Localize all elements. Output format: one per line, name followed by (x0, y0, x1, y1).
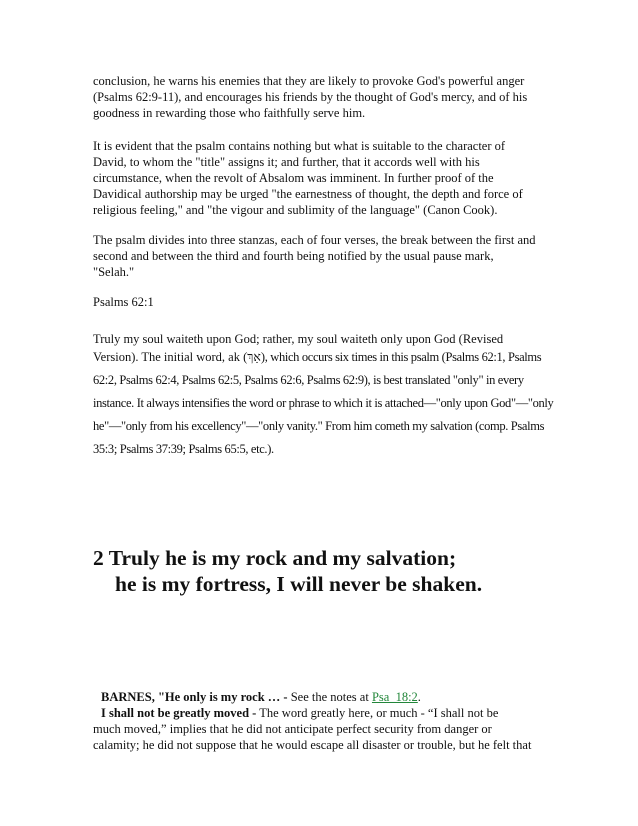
text-line (93, 349, 553, 365)
text-line: goodness in rewarding those who faithfully serve him. (93, 106, 366, 120)
text-line: much moved,” implies that he did not anticipate perfect security from danger or (93, 722, 492, 736)
text-segment: The word greatly here, or much - “I shall not be (256, 706, 499, 720)
text-line: It is evident that the psalm contains nothing but what is suitable to the character of (93, 139, 506, 153)
commentary-heading: BARNES, "He only is my rock … - (101, 690, 288, 704)
text-line: David, to whom the "title" assigns it; and further, that it accords well with his (93, 155, 480, 169)
hebrew-word: אַךְ (247, 349, 261, 364)
text-line: (Psalms 62:9-11), and encourages his friends by the thought of God's mercy, and of his (93, 90, 528, 104)
verse-heading (93, 545, 613, 597)
text-segment: ), which occurs six times in this psalm (Psalms 62:1, Psalms (260, 350, 542, 364)
text-line: Davidical authorship may be urged "the earnestness of thought, the depth and force of (93, 187, 523, 201)
text-line: "Selah." (93, 265, 135, 279)
text-line (93, 689, 563, 705)
verse-line: he is my fortress, I will never be shaken. (115, 572, 483, 596)
paragraph-conclusion (93, 73, 553, 121)
barnes-commentary (93, 689, 563, 753)
verse-reference (93, 294, 553, 310)
commentary-subheading: I shall not be greatly moved - (101, 706, 257, 720)
text-line: 35:3; Psalms 37:39; Psalms 65:5, etc.). (93, 442, 274, 456)
paragraph-authorship (93, 138, 553, 218)
text-line: circumstance, when the revolt of Absalom was imminent. In further proof of the (93, 171, 494, 185)
text-line: he"—"only from his excellency"—"only vanity." From him cometh my salvation (comp. Psalms (93, 419, 545, 433)
text-segment: . (417, 690, 421, 704)
cross-reference-link[interactable]: Psa_18:2 (371, 690, 418, 704)
text-line: second and between the third and fourth being notified by the usual pause mark, (93, 249, 494, 263)
text-line: 62:2, Psalms 62:4, Psalms 62:5, Psalms 62:6, Psalms 62:9), is best translated "only" in every (93, 373, 524, 387)
text-line: religious feeling," and "the vigour and sublimity of the language" (Canon Cook). (93, 203, 498, 217)
text-line: calamity; he did not suppose that he would escape all disaster or trouble, but he felt that (93, 738, 532, 752)
text-segment: Version). The initial word, ak ( (93, 350, 248, 364)
paragraph-stanzas (93, 232, 553, 280)
verse-line: 2 Truly he is my rock and my salvation; (93, 546, 457, 570)
text-line: Truly my soul waiteth upon God; rather, my soul waiteth only upon God (Revised (93, 332, 504, 346)
text-line (93, 705, 563, 721)
text-line: conclusion, he warns his enemies that they are likely to provoke God's powerful anger (93, 74, 525, 88)
paragraph-commentary (93, 331, 553, 457)
text-line: instance. It always intensifies the word or phrase to which it is attached—"only upon God"—"only (93, 396, 554, 410)
text-segment: See the notes at (287, 690, 372, 704)
text-line: The psalm divides into three stanzas, each of four verses, the break between the first and (93, 233, 536, 247)
reference-label: Psalms 62:1 (93, 295, 154, 309)
